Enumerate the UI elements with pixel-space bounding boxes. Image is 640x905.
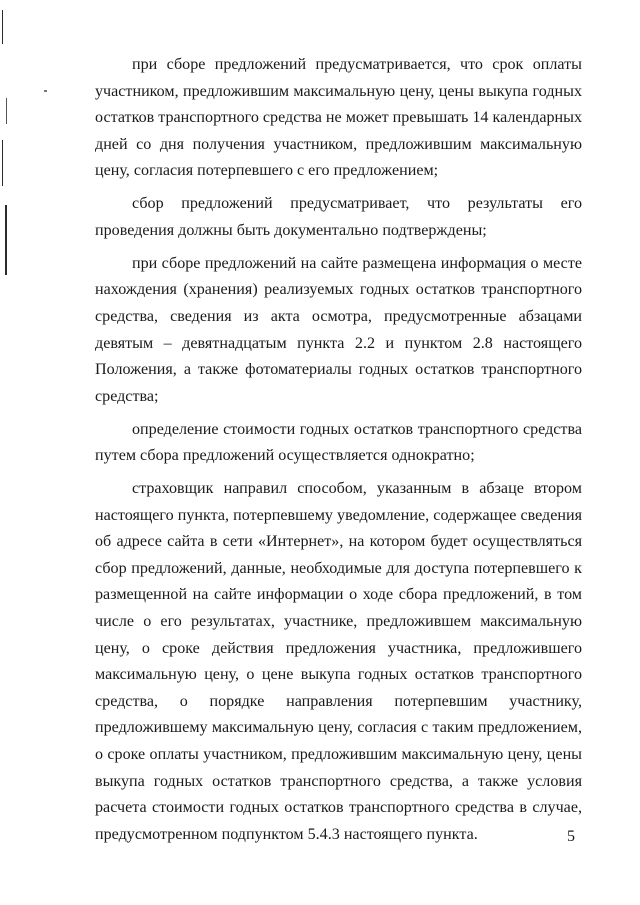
paragraph-site-information: при сборе предложений на сайте размещена информация о месте нахождения (хранения) реализуемых годных остатков транспортного средства, сведения из акта осмотра, предусмотренные абзацами девятым – девятнадцатым пункта 2.2 и пунктом 2.8 настоящего Положения, а также фотоматериалы годных остатков транспортного средства;: [95, 254, 582, 405]
scan-artifact-mark: [6, 98, 7, 124]
paragraph-single-determination: определение стоимости годных остатков транспортного средства путем сбора предложений осуществляется однократно;: [95, 420, 582, 465]
paragraph-documented-results: сбор предложений предусматривает, что результаты его проведения должны быть документально подтверждены;: [95, 195, 582, 239]
scan-artifact-mark: [5, 205, 7, 275]
scan-artifact-mark: [2, 10, 3, 44]
paragraph-insurer-notification: страховщик направил способом, указанным в абзаце втором настоящего пункта, потерпевшему уведомление, содержащее сведения об адресе сайта в сети «Интернет», на котором будет осуществляться сбор предложений, данные, необходимые для доступа потерпевшего к размещенной на сайте информации о ходе сбора предложений, в том числе о его результатах, участнике, предложившем максимальную цену, о сроке действия предложения участника, предложившего максимальную цену, о цене выкупа годных остатков транспортного средства, о порядке направления потерпевшим участнику, предложившему максимальную цену, согласия с таким предложением, о сроке оплаты участником, предложившим максимальную цену, цены выкупа годных остатков транспортного средства, а также условия расчета стоимости годных остатков транспортного средства в случае, предусмотренном подпунктом 5.4.3 настоящего пункта.: [95, 480, 582, 843]
scan-artifact-mark: [44, 90, 47, 92]
paragraph-offer-payment-term: при сборе предложений предусматривается, что срок оплаты участником, предложившим максимальную цену, цены выкупа годных остатков транспортного средства не может превышать 14 календарных дней со дня получения участником, предложившим максимальную цену, согласия потерпевшего с его предложением;: [95, 56, 582, 180]
page-number: 5: [567, 828, 575, 845]
document-body: [95, 52, 582, 855]
scan-artifact-mark: [2, 140, 3, 186]
